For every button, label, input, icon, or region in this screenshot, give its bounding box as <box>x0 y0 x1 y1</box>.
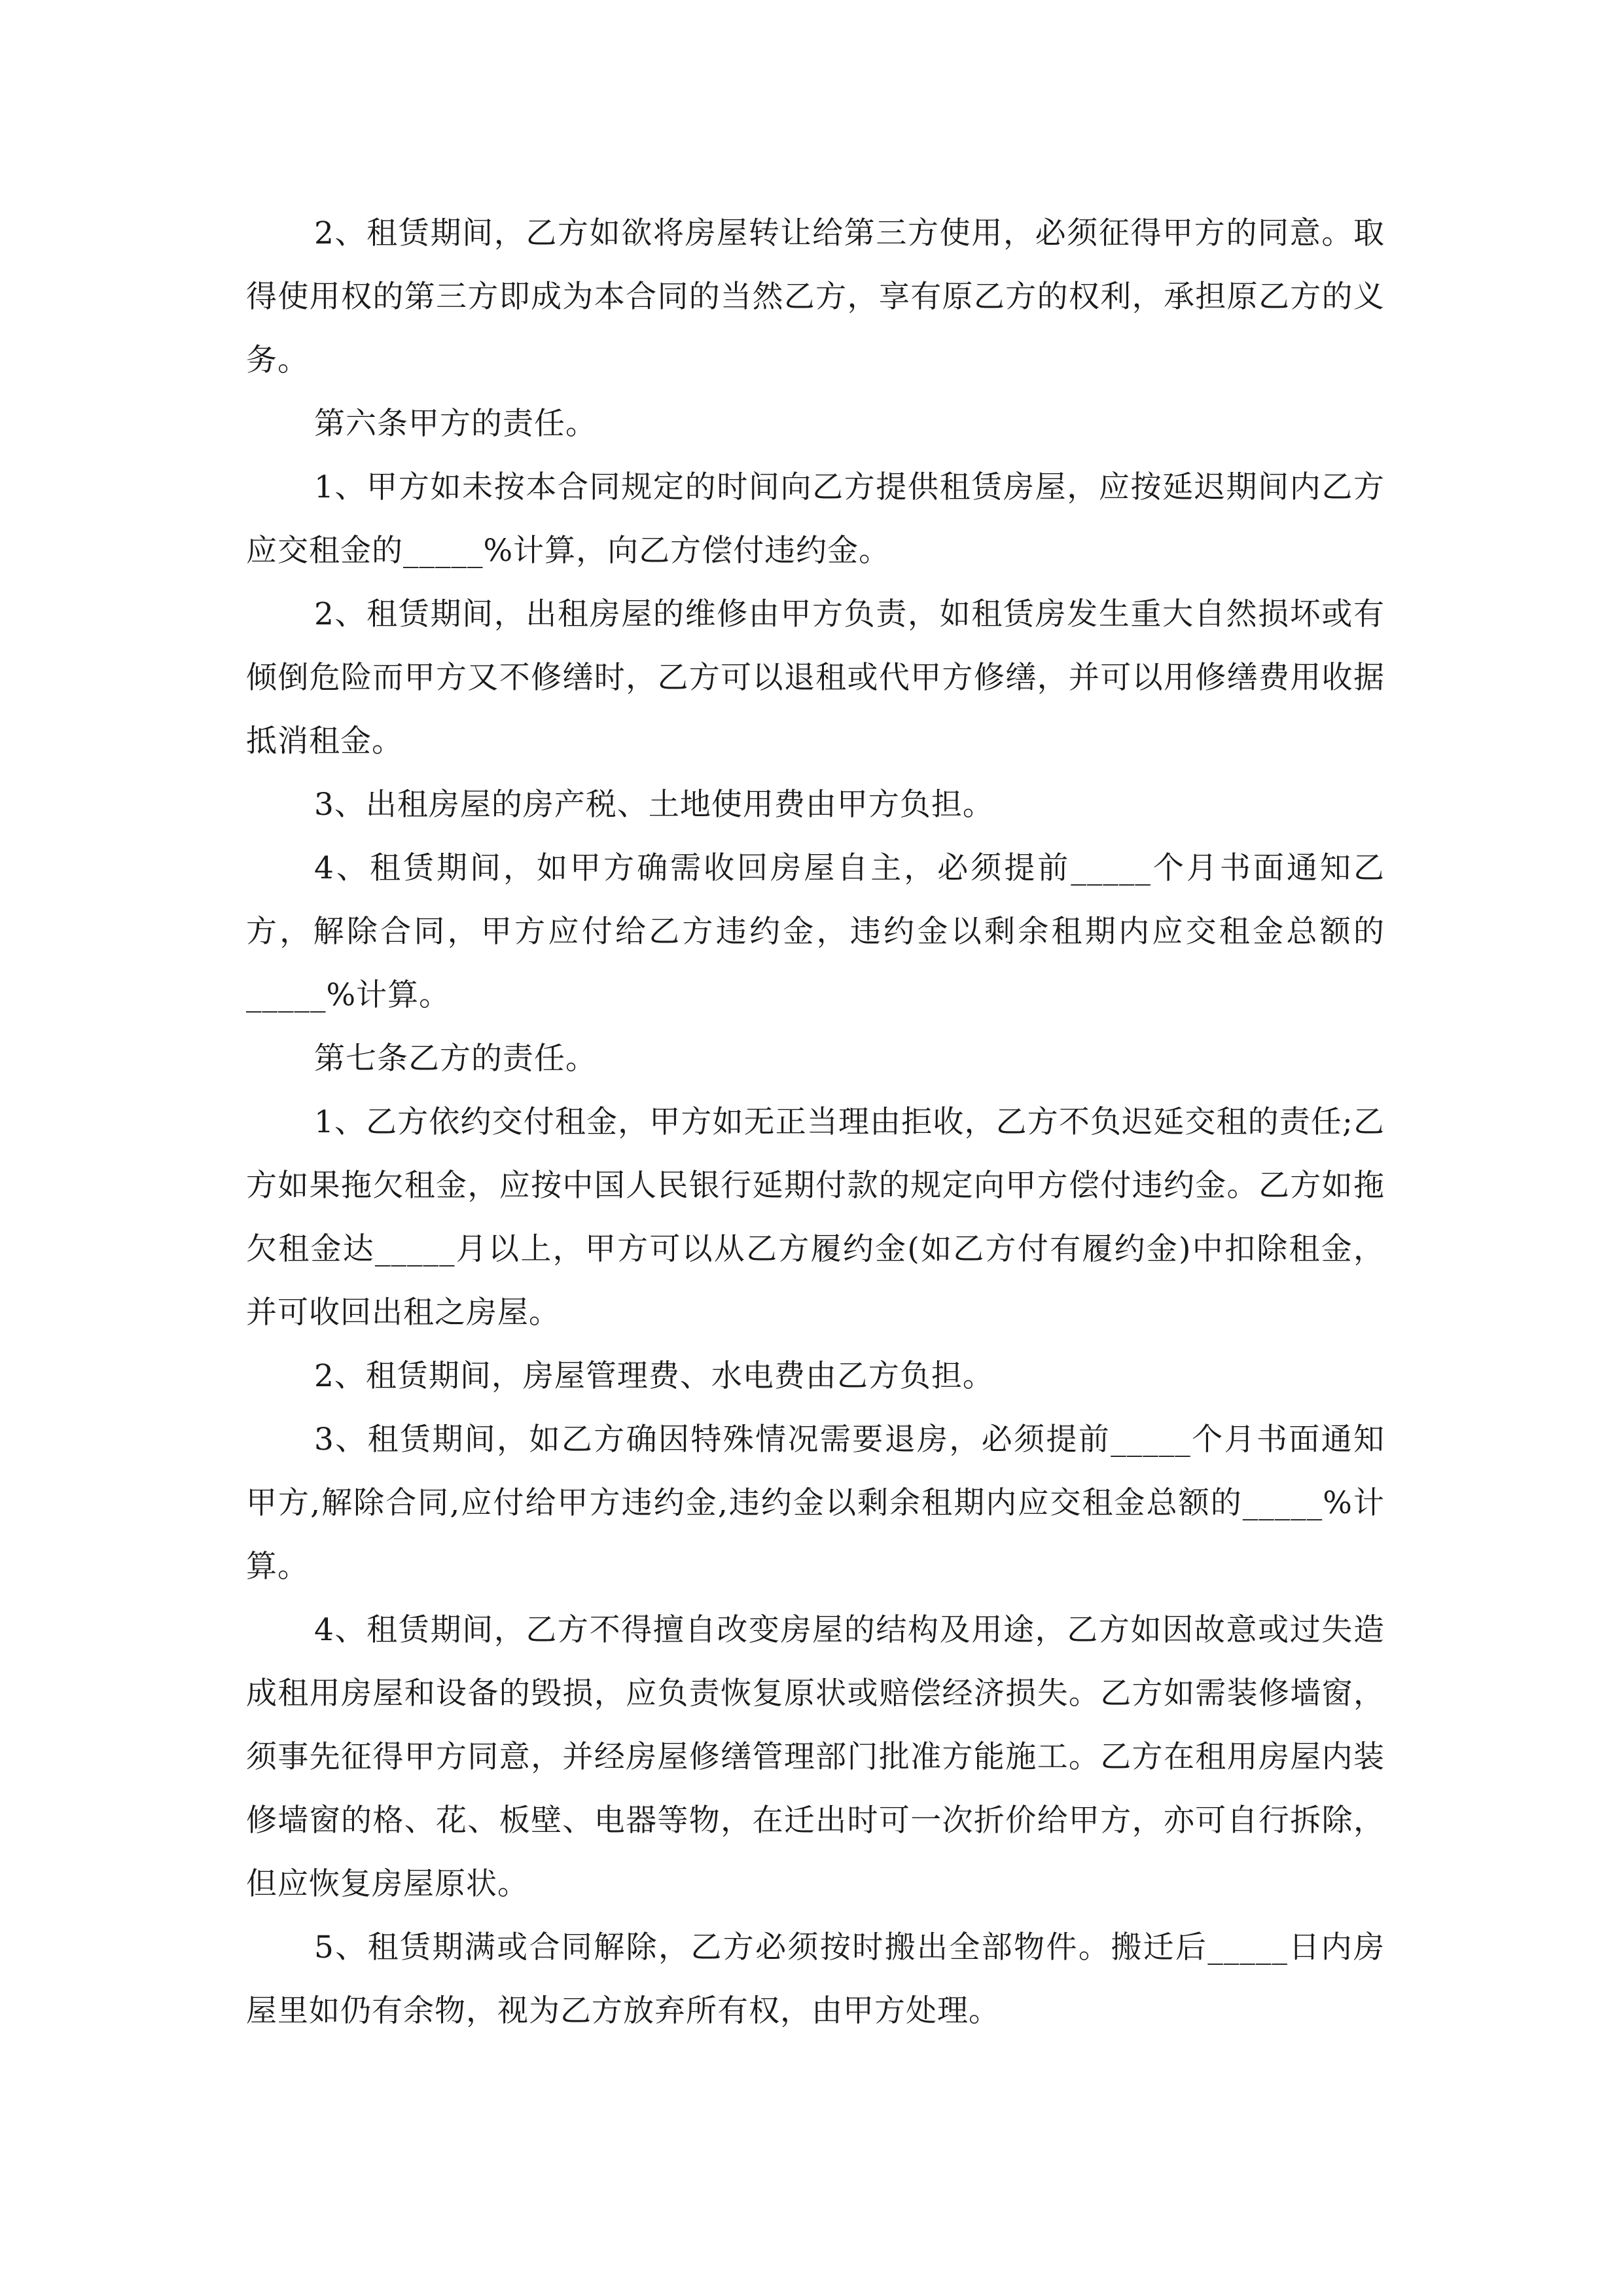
paragraph-clause-6-4: 4、租赁期间，如甲方确需收回房屋自主，必须提前_____个月书面通知乙方，解除合同，甲方应付给乙方违约金，违约金以剩余租期内应交租金总额的_____%计算。 <box>246 850 1385 1013</box>
paragraph-clause-7-2: 2、租赁期间，房屋管理费、水电费由乙方负担。 <box>314 1358 994 1394</box>
paragraph-clause-5-2: 2、租赁期间，乙方如欲将房屋转让给第三方使用，必须征得甲方的同意。取得使用权的第三方即成为本合同的当然乙方，享有原乙方的权利，承担原乙方的义务。 <box>246 215 1385 378</box>
paragraph-clause-7-3: 3、租赁期间，如乙方确因特殊情况需要退房，必须提前_____个月书面通知甲方,解除合同,应付给甲方违约金,违约金以剩余租期内应交租金总额的_____%计算。 <box>246 1422 1385 1585</box>
paragraph-clause-7-1: 1、乙方依约交付租金，甲方如无正当理由拒收，乙方不负迟延交租的责任;乙方如果拖欠租金，应按中国人民银行延期付款的规定向甲方偿付违约金。乙方如拖欠租金达_____月以上，甲方可以从乙方履约金(如乙方付有履约金)中扣除租金，并可收回出租之房屋。 <box>246 1104 1385 1331</box>
heading-article-7: 第七条乙方的责任。 <box>314 1041 597 1077</box>
heading-article-6: 第六条甲方的责任。 <box>314 406 597 442</box>
document-body <box>246 202 1385 2043</box>
paragraph-clause-6-2: 2、租赁期间，出租房屋的维修由甲方负责，如租赁房发生重大自然损坏或有倾倒危险而甲方又不修缮时，乙方可以退租或代甲方修缮，并可以用修缮费用收据抵消租金。 <box>246 596 1385 759</box>
paragraph-clause-6-3: 3、出租房屋的房产税、土地使用费由甲方负担。 <box>314 787 994 823</box>
paragraph-clause-7-5: 5、租赁期满或合同解除，乙方必须按时搬出全部物件。搬迁后_____日内房屋里如仍有余物，视为乙方放弃所有权，由甲方处理。 <box>246 1929 1385 2029</box>
paragraph-clause-6-1: 1、甲方如未按本合同规定的时间向乙方提供租赁房屋，应按延迟期间内乙方应交租金的_____%计算，向乙方偿付违约金。 <box>246 469 1385 569</box>
paragraph-clause-7-4: 4、租赁期间，乙方不得擅自改变房屋的结构及用途，乙方如因故意或过失造成租用房屋和设备的毁损，应负责恢复原状或赔偿经济损失。乙方如需装修墙窗，须事先征得甲方同意，并经房屋修缮管理部门批准方能施工。乙方在租用房屋内装修墙窗的格、花、板壁、电器等物，在迁出时可一次折价给甲方，亦可自行拆除，但应恢复房屋原状。 <box>246 1612 1385 1902</box>
